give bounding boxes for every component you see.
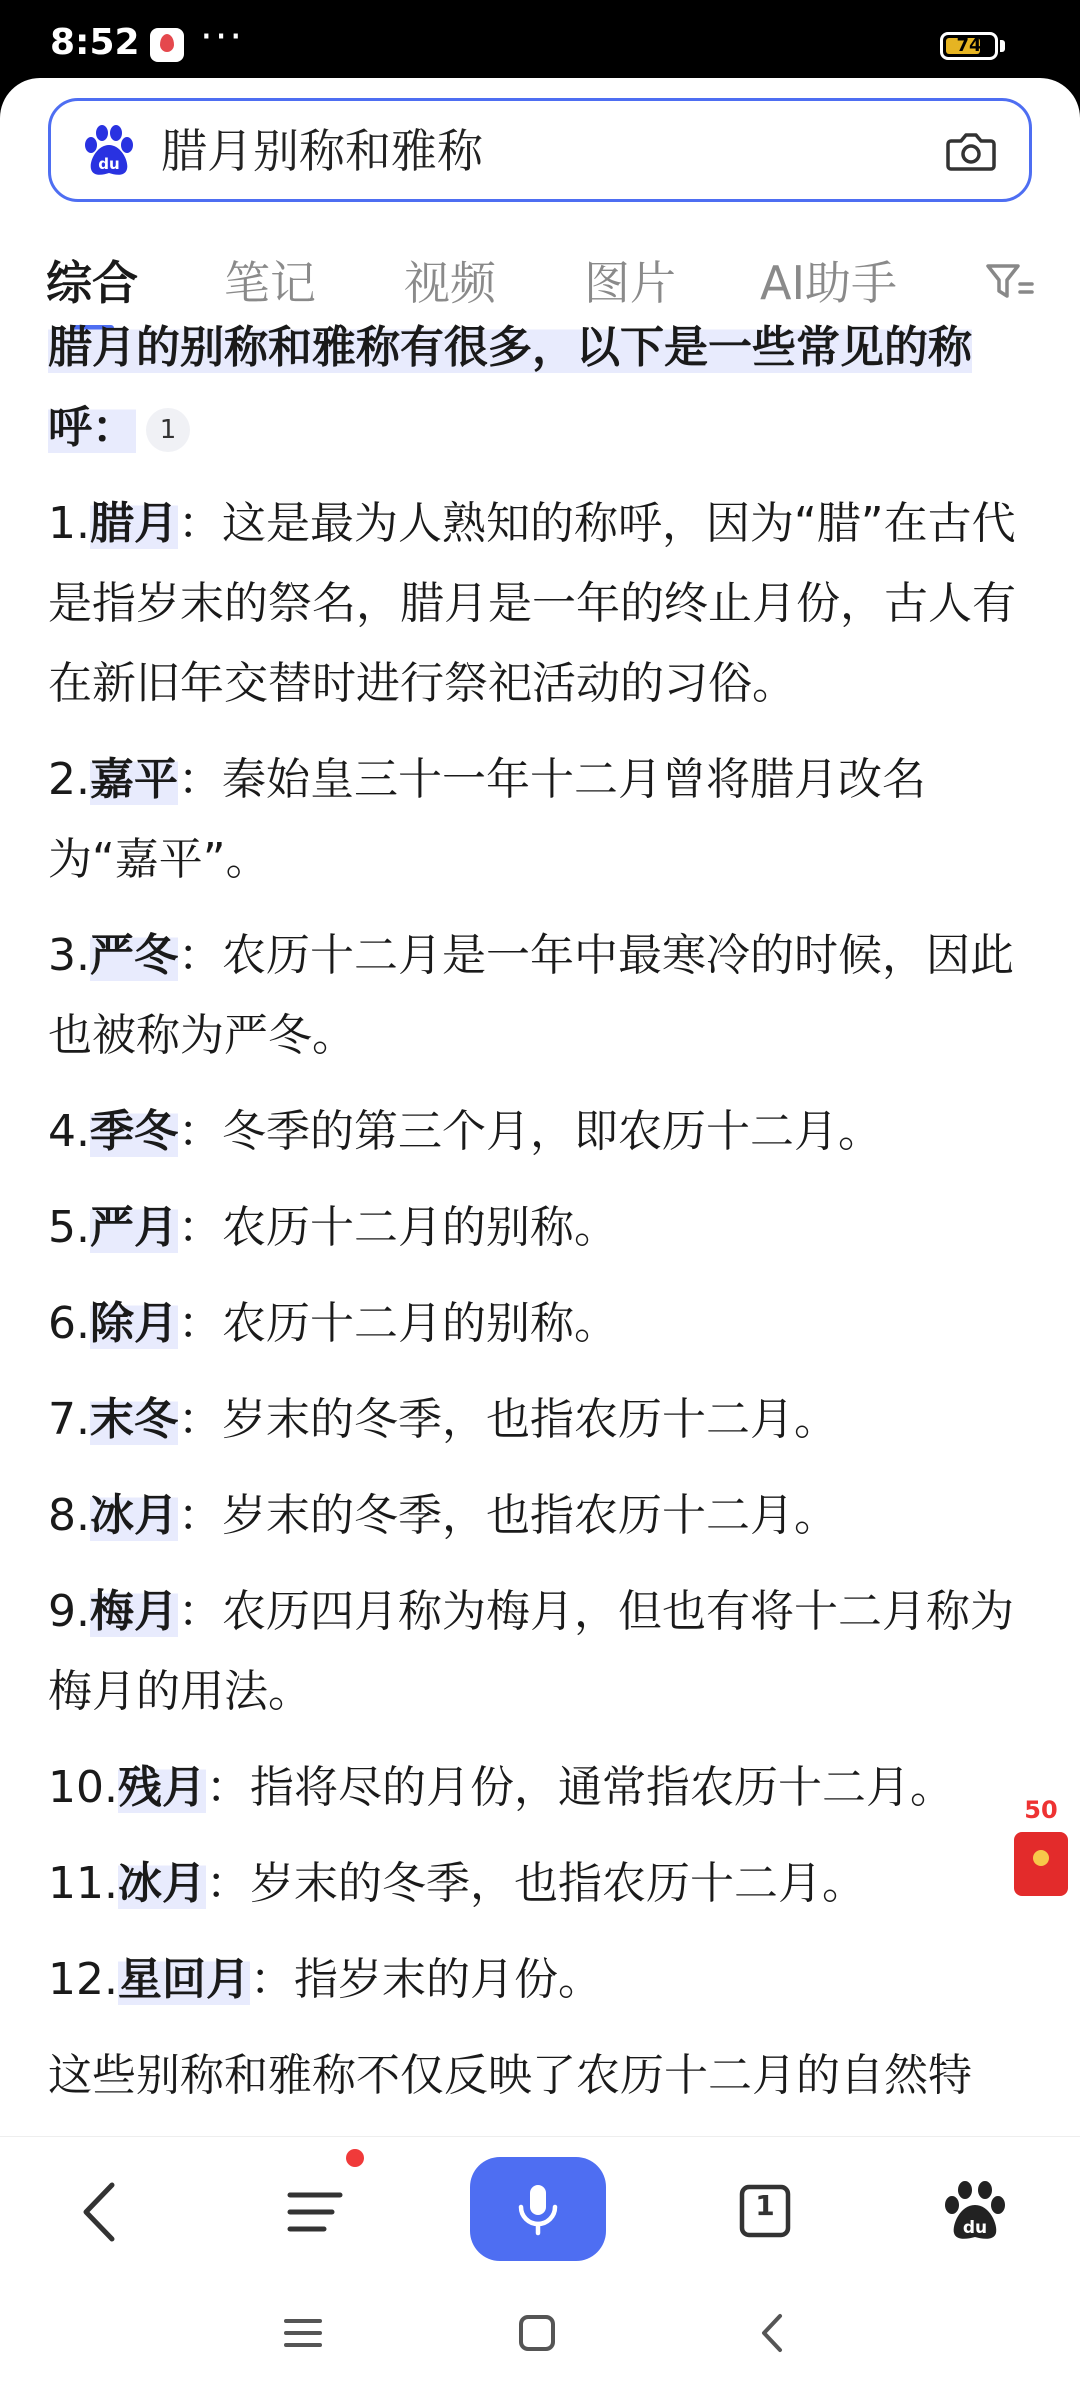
search-box[interactable] [48, 98, 1032, 202]
alias-term: 腊月 [89, 498, 178, 549]
alias-number: 3. [48, 930, 90, 981]
alias-description: ：指岁末的月份。 [249, 1954, 602, 2005]
status-time: 8:52 [50, 22, 140, 63]
status-bar [0, 0, 1080, 86]
alias-term: 严冬 [89, 930, 178, 981]
voice-search-button[interactable] [470, 2157, 606, 2261]
red-packet-count: 50 [1024, 1796, 1058, 1824]
answer-intro-text: 腊月的别称和雅称有很多，以下是一些常见的称呼： [48, 322, 972, 453]
alias-description: ：这是最为人熟知的称呼，因为“腊”在古代是指岁末的祭名，腊月是一年的终止月份，古人有在新旧年交替时进行祭祀活动的习俗。 [48, 498, 1016, 709]
alias-description: ：冬季的第三个月，即农历十二月。 [177, 1106, 882, 1157]
alias-term: 冰月 [117, 1858, 206, 1909]
alias-description: ：指将尽的月份，通常指农历十二月。 [205, 1762, 954, 1813]
alias-term: 末冬 [89, 1394, 178, 1445]
alias-number: 2. [48, 754, 90, 805]
more-notifications-icon: ··· [200, 14, 245, 60]
alias-description: ：秦始皇三十一年十二月曾将腊月改名为“嘉平”。 [48, 754, 926, 885]
red-packet-widget[interactable] [1012, 1796, 1070, 1896]
alias-description: ：农历四月称为梅月，但也有将十二月称为梅月的用法。 [48, 1586, 1014, 1717]
answer-intro [48, 308, 1032, 468]
menu-icon[interactable] [270, 2167, 360, 2257]
baidu-logo-icon[interactable] [79, 121, 139, 181]
alias-number: 6. [48, 1298, 90, 1349]
battery-level-text: 74 [956, 35, 982, 56]
tab-notes[interactable]: 笔记 [224, 256, 316, 310]
alias-description: ：岁末的冬季，也指农历十二月。 [177, 1490, 838, 1541]
battery-tip [1000, 40, 1005, 52]
alias-number: 4. [48, 1106, 90, 1157]
red-packet-icon [1014, 1832, 1068, 1896]
mic-icon [508, 2179, 568, 2239]
alias-item [48, 1284, 1032, 1364]
alias-item [48, 1572, 1032, 1732]
alias-item [48, 1188, 1032, 1268]
alias-term: 残月 [117, 1762, 206, 1813]
alias-item [48, 1748, 1032, 1828]
tabs-button[interactable] [720, 2167, 810, 2257]
home-icon[interactable] [512, 2308, 562, 2358]
tab-images[interactable]: 图片 [584, 256, 676, 310]
alias-term: 季冬 [89, 1106, 178, 1157]
alias-item [48, 1940, 1032, 2020]
filter-icon[interactable] [984, 258, 1034, 308]
system-back-icon[interactable] [748, 2308, 798, 2358]
alias-number: 1. [48, 498, 90, 549]
alias-number: 12. [48, 1954, 118, 2005]
alias-number: 10. [48, 1762, 118, 1813]
tab-ai-assistant[interactable]: AI助手 [760, 256, 898, 310]
alias-term: 严月 [89, 1202, 178, 1253]
alias-description: ：农历十二月是一年中最寒冷的时候，因此也被称为严冬。 [48, 930, 1014, 1061]
alias-description: ：农历十二月的别称。 [177, 1298, 618, 1349]
alias-item [48, 1476, 1032, 1556]
tab-count: 1 [755, 2189, 775, 2222]
search-query[interactable]: 腊月别称和雅称 [161, 124, 483, 178]
notification-dot [346, 2149, 364, 2167]
reference-badge[interactable]: 1 [146, 408, 190, 452]
alias-description: ：岁末的冬季，也指农历十二月。 [177, 1394, 838, 1445]
answer-outro: 这些别称和雅称不仅反映了农历十二月的自然特 [48, 2050, 972, 2101]
alias-item [48, 1844, 1032, 1924]
baidu-paw-icon[interactable] [930, 2167, 1020, 2257]
app-surface [0, 78, 1080, 2400]
alias-item [48, 916, 1032, 1076]
camera-icon[interactable] [943, 123, 999, 179]
alias-item [48, 1092, 1032, 1172]
alias-number: 7. [48, 1394, 90, 1445]
recent-apps-icon[interactable] [278, 2308, 328, 2358]
alias-list [48, 484, 1032, 2020]
system-nav-bar [0, 2286, 1080, 2400]
bottom-toolbar [0, 2136, 1080, 2287]
tab-videos[interactable]: 视频 [404, 256, 496, 310]
alias-number: 8. [48, 1490, 90, 1541]
answer-content [48, 308, 1032, 2116]
alias-item [48, 484, 1032, 724]
app-notification-icon [150, 28, 184, 62]
svg-text:du: du [962, 2218, 988, 2238]
alias-term: 星回月 [117, 1954, 250, 2005]
alias-term: 嘉平 [89, 754, 178, 805]
alias-description: ：岁末的冬季，也指农历十二月。 [205, 1858, 866, 1909]
alias-item [48, 740, 1032, 900]
back-icon[interactable] [56, 2167, 146, 2257]
battery-icon [940, 32, 998, 60]
svg-text:du: du [98, 155, 120, 173]
alias-number: 9. [48, 1586, 90, 1637]
alias-term: 除月 [89, 1298, 178, 1349]
alias-number: 5. [48, 1202, 90, 1253]
alias-item [48, 1380, 1032, 1460]
alias-term: 冰月 [89, 1490, 178, 1541]
alias-number: 11. [48, 1858, 118, 1909]
alias-term: 梅月 [89, 1586, 178, 1637]
tab-comprehensive[interactable]: 综合 [46, 256, 138, 310]
alias-description: ：农历十二月的别称。 [177, 1202, 618, 1253]
